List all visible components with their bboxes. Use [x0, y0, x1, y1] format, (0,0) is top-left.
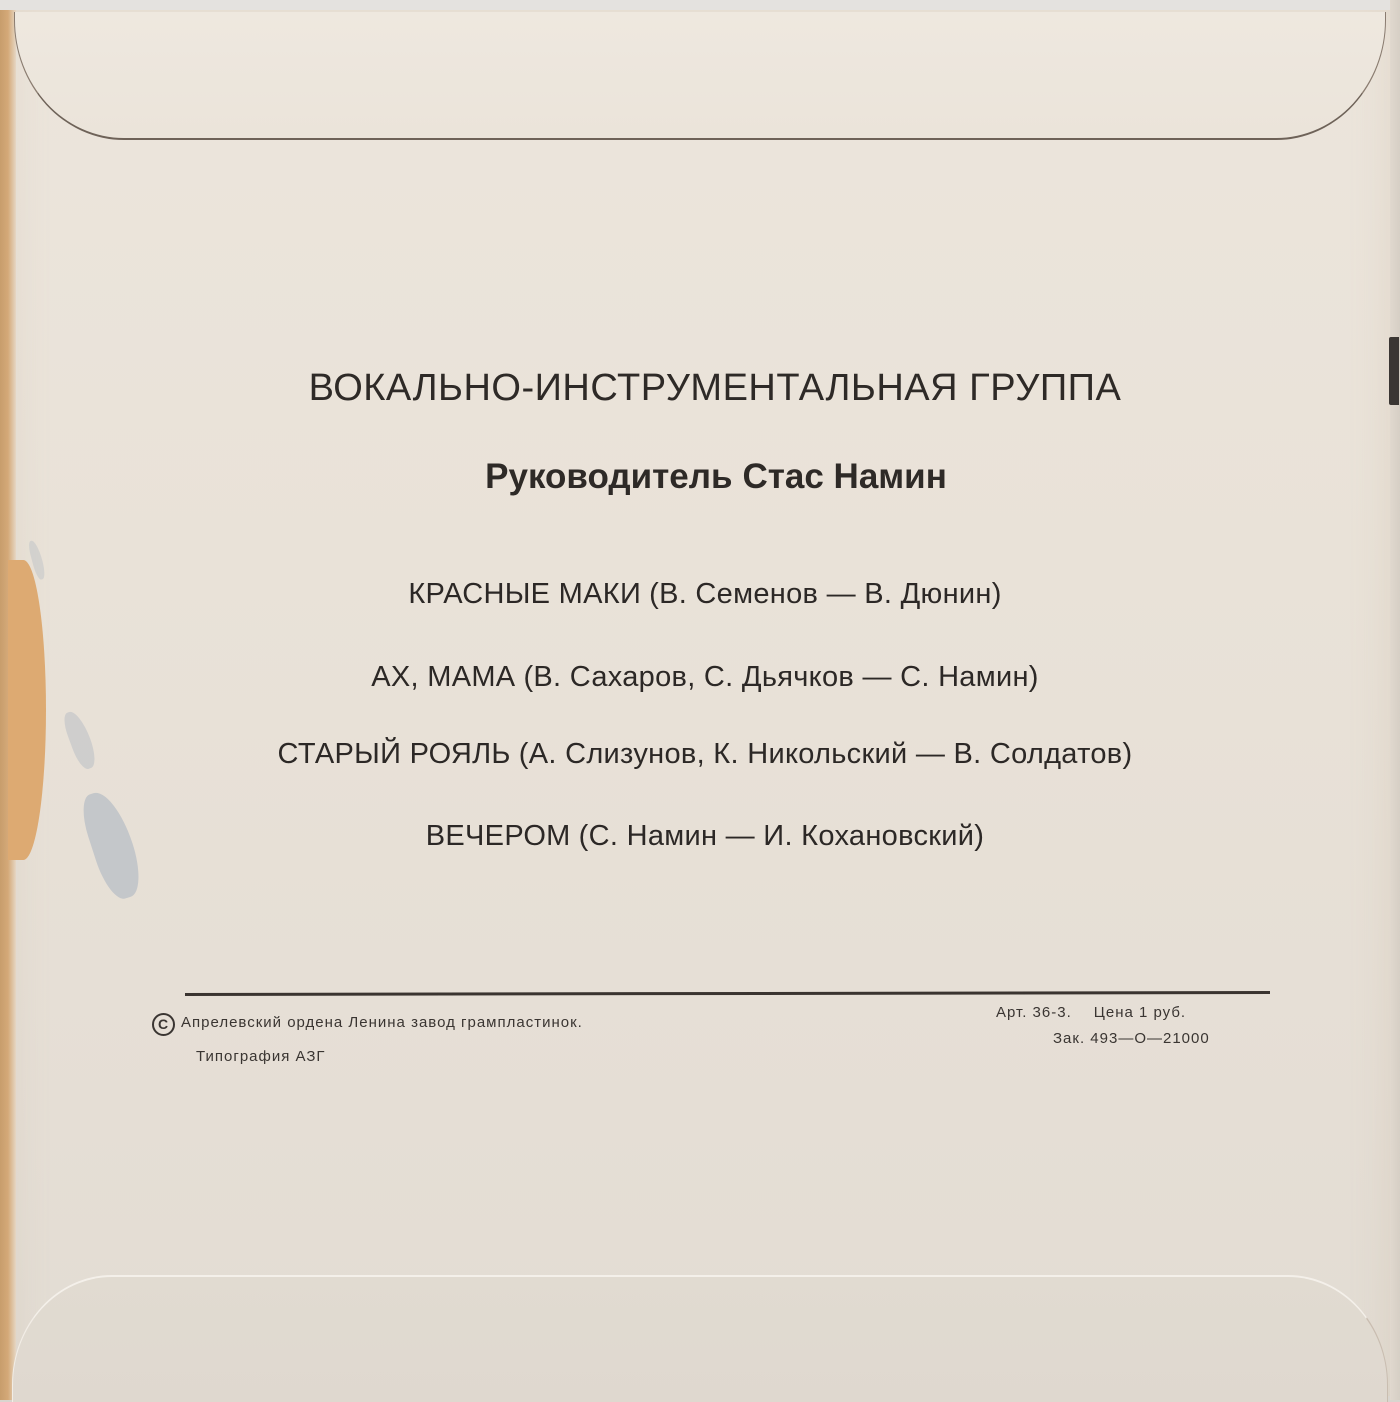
track-item [0, 738, 1400, 771]
track-title: ВЕЧЕРОМ [425, 820, 571, 852]
track-credits: (А. Слизунов, К. Никольский — В. Солдатов) [518, 738, 1133, 770]
leader-label: Руководитель [485, 457, 733, 496]
track-credits: (С. Намин — И. Кохановский) [578, 820, 985, 852]
group-title: ВОКАЛЬНО-ИНСТРУМЕНТАЛЬНАЯ ГРУППА [308, 367, 1122, 409]
article-number: Арт. 36-3. [996, 1004, 1072, 1021]
order-number: Зак. 493—О—21000 [1053, 1030, 1210, 1047]
catalog-line [996, 1004, 1186, 1021]
printer-text: Типография АЗГ [196, 1048, 326, 1065]
track-title: КРАСНЫЕ МАКИ [408, 578, 642, 610]
footer-divider [185, 991, 1270, 996]
track-title: АХ, МАМА [371, 661, 516, 693]
copyright-icon: C [152, 1013, 175, 1036]
track-credits: (В. Сахаров, С. Дьячков — С. Намин) [523, 661, 1039, 693]
track-item [0, 661, 1400, 694]
price-text: Цена 1 руб. [1093, 1004, 1187, 1021]
leader-line [0, 457, 1400, 497]
track-title: СТАРЫЙ РОЯЛЬ [277, 738, 511, 770]
track-credits: (В. Семенов — В. Дюнин) [649, 578, 1002, 610]
leader-name: Стас Намин [742, 457, 947, 496]
track-item [0, 820, 1400, 853]
track-item [0, 578, 1400, 611]
publisher-text: Апрелевский ордена Ленина завод грампластинок. [181, 1014, 583, 1031]
publisher-line [152, 1013, 583, 1036]
